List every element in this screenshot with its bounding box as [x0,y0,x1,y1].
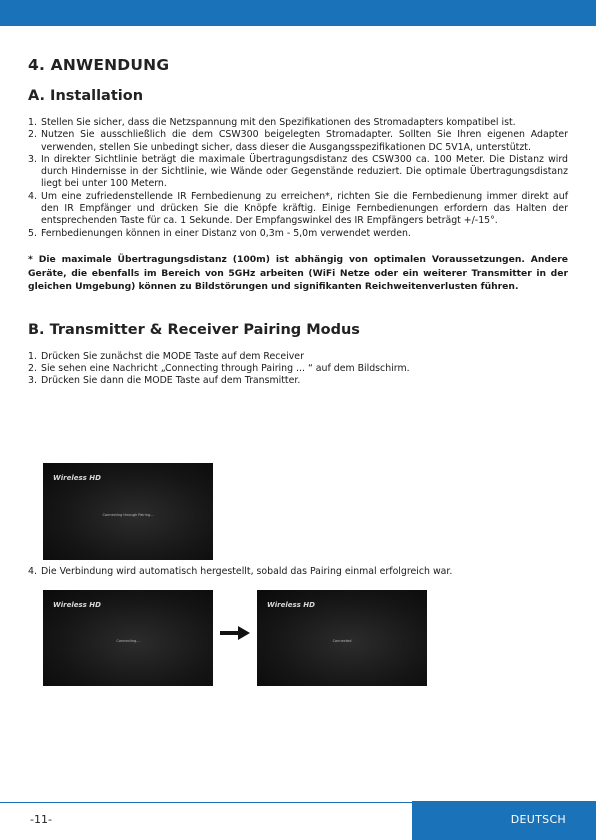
list-item: 4. Die Verbindung wird automatisch hergestellt, sobald das Pairing einmal erfolgreich war. [28,566,453,577]
right-arrow-icon [220,626,250,640]
screen-message: Connecting... [116,639,140,643]
list-item: 4. Um eine zufriedenstellende IR Fernbedienung zu erreichen*, richten Sie die Fernbedienung immer direkt auf den IR Empfänger und drücken Sie die Knöpfe kräftig. Einige Fernbedienungen erfordern das Halten der entsprechenden Taste für ca. 1 Sekunde. Der Empfangswinkel des IR Empfängers beträgt +/-15°. [28,190,568,227]
installation-heading: A. Installation [28,88,144,104]
screen-message: Connected [332,639,352,643]
wireless-hd-logo: Wireless HD [267,601,315,609]
connecting-screen-image [43,590,213,686]
list-item: 1. Stellen Sie sicher, dass die Netzspannung mit den Spezifikationen des Stromadapters kompatibel ist. [28,117,516,128]
main-content [28,56,568,388]
installation-list [28,117,568,240]
pairing-heading: B. Transmitter & Receiver Pairing Modus [28,321,360,338]
list-item: 2. Nutzen Sie ausschließlich die dem CSW300 beigelegten Stromadapter. Sollten Sie Ihren eigenen Adapter verwenden, stellen Sie unbedingt sicher, dass dieser die Ausgangsspezifikationen DC 5V1A, unterstützt. [28,129,568,153]
language-badge [412,801,596,840]
page-number: -11- [30,813,52,826]
list-item: 3. Drücken Sie dann die MODE Taste auf dem Transmitter. [28,375,301,387]
screen-message: Connecting through Pairing... [102,513,154,517]
wireless-hd-logo: Wireless HD [53,601,101,609]
footer-divider [0,802,412,803]
list-item: 5. Fernbedienungen können in einer Distanz von 0,3m - 5,0m verwendet werden. [28,227,411,239]
list-item: 1. Drücken Sie zunächst die MODE Taste auf dem Receiver [28,350,304,362]
distance-note: * Die maximale Übertragungsdistanz (100m) ist abhängig von optimalen Voraussetzungen. Andere Geräte, die ebenfalls im Bereich von 5GHz arbeiten (WiFi Netze oder ein weiterer Transmitter in der gleichen Umgebung) können zu Bildstörungen und signifikanten Reichweitenverlusten führen. [28,253,568,293]
wireless-hd-logo: Wireless HD [53,474,101,482]
list-item: 2. Sie sehen eine Nachricht „Connecting through Pairing ... “ auf dem Bildschirm. [28,363,410,375]
top-header-bar [0,0,596,26]
pairing-screen-image [43,463,213,560]
pairing-list [28,351,568,388]
list-item: 3. In direkter Sichtlinie beträgt die maximale Übertragungsdistanz des CSW300 ca. 100 Meter. Die Distanz wird durch Hindernisse in der Sichtlinie, wie Wände oder Gegenstände reduziert. Die optimale Übertragungsdistanz liegt bei unter 100 Metern. [28,153,568,190]
language-label: DEUTSCH [510,813,566,826]
section-title: 4. ANWENDUNG [28,56,170,74]
connected-screen-image [257,590,427,686]
pairing-list-continued [28,566,568,578]
